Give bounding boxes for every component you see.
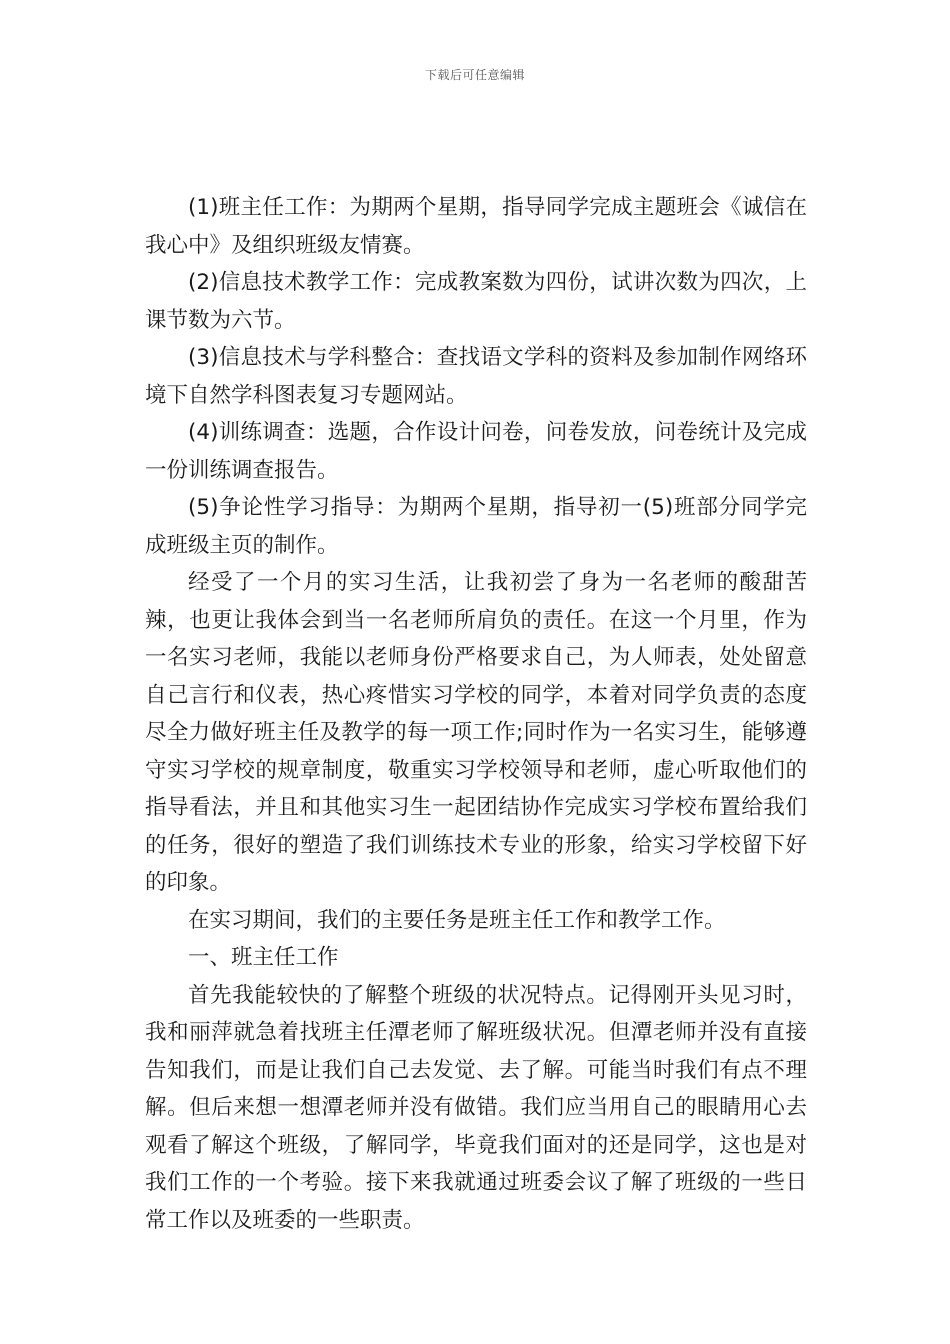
- paragraph-understanding-class: 首先我能较快的了解整个班级的状况特点。记得刚开头见习时，我和丽萍就急着找班主任潭老师了解班级状况。但潭老师并没有直接告知我们，而是让我们自己去发觉、去了解。可能当时我们有点不理解。但后来想一想潭老师并没有做错。我们应当用自己的眼睛用心去观看了解这个班级，了解同学，毕竟我们面对的还是同学，这也是对我们工作的一个考验。接下来我就通过班委会议了解了班级的一些日常工作以及班委的一些职责。: [145, 982, 807, 1233]
- document-body: [145, 189, 807, 1239]
- paragraph-it-teaching: (2)信息技术教学工作：完成教案数为四份，试讲次数为四次，上课节数为六节。: [145, 270, 807, 333]
- paragraph-reflection: 经受了一个月的实习生活，让我初尝了身为一名老师的酸甜苦辣，也更让我体会到当一名老师所肩负的责任。在这一个月里，作为一名实习老师，我能以老师身份严格要求自己，为人师表，处处留意自己言行和仪表，热心疼惜实习学校的同学，本着对同学负责的态度尽全力做好班主任及教学的每一项工作;同时作为一名实习生，能够遵守实习学校的规章制度，敬重实习学校领导和老师，虚心听取他们的指导看法，并且和其他实习生一起团结协作完成实习学校布置给我们的任务，很好的塑造了我们训练技术专业的形象，给实习学校留下好的印象。: [145, 570, 807, 895]
- section-heading-class-teacher: 一、班主任工作: [188, 945, 339, 970]
- paragraph-main-tasks: 在实习期间，我们的主要任务是班主任工作和教学工作。: [188, 907, 726, 933]
- paragraph-research-guidance: (5)争论性学习指导：为期两个星期，指导初一(5)班部分同学完成班级主页的制作。: [145, 495, 807, 558]
- page-header: 下载后可任意编辑: [424, 68, 525, 82]
- paragraph-it-integration: (3)信息技术与学科整合：查找语文学科的资料及参加制作网络环境下自然学科图表复习专题网站。: [145, 345, 807, 408]
- paragraph-class-teacher-work: (1)班主任工作：为期两个星期，指导同学完成主题班会《诚信在我心中》及组织班级友情赛。: [145, 195, 807, 258]
- paragraph-survey: (4)训练调查：选题，合作设计问卷，问卷发放，问卷统计及完成一份训练调查报告。: [145, 420, 807, 483]
